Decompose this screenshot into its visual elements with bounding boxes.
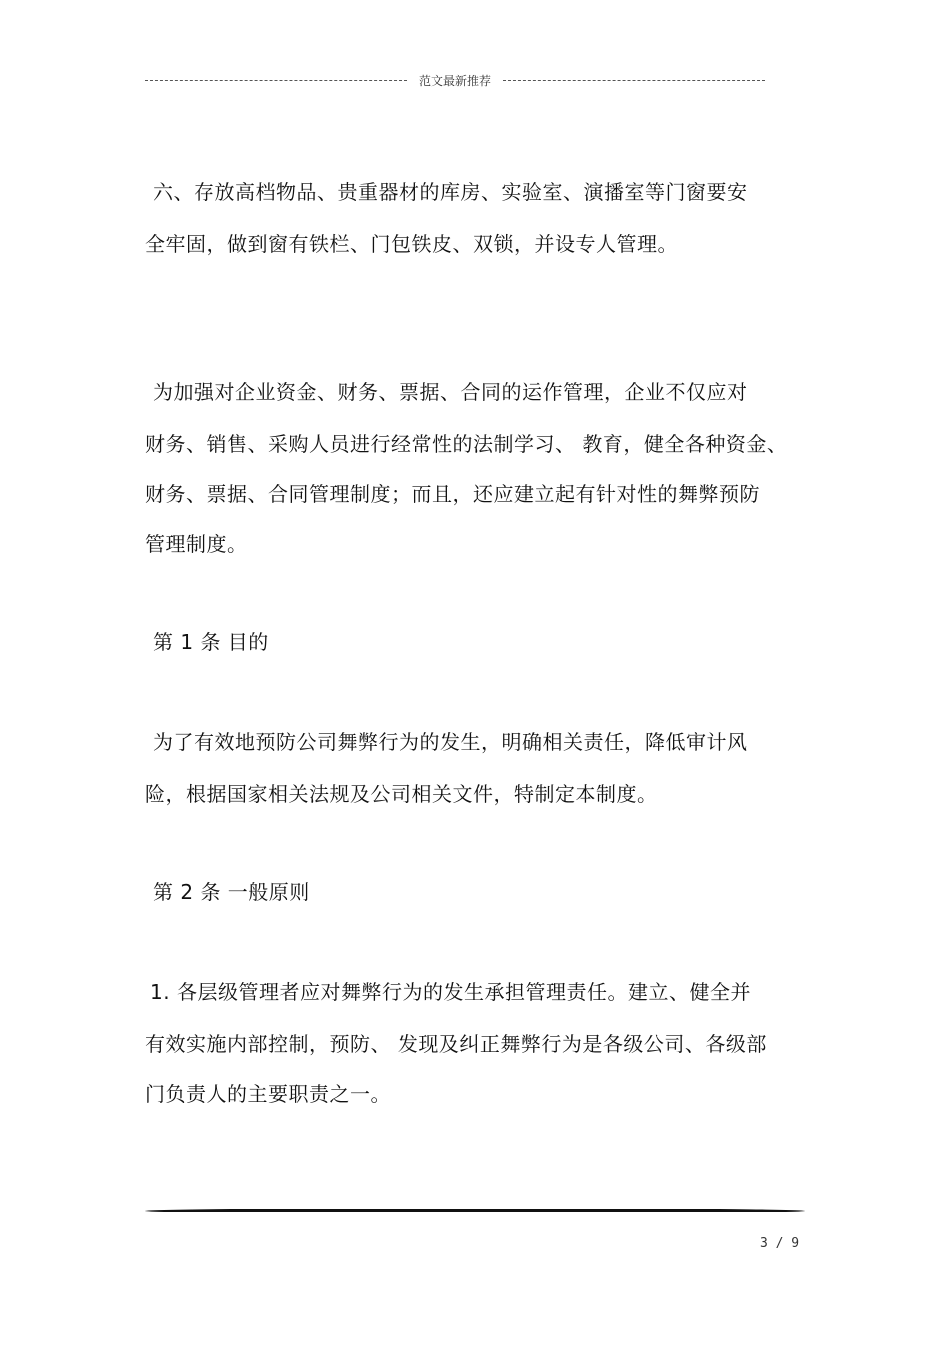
footer-rule [145, 1208, 805, 1214]
text-line: 为了有效地预防公司舞弊行为的发生，明确相关责任，降低审计风 [153, 730, 748, 754]
section-heading: 第 1 条 目的 [153, 630, 269, 654]
text-line: 六、存放高档物品、贵重器材的库房、实验室、演播室等门窗要安 [153, 180, 748, 204]
text-line: 全牢固，做到窗有铁栏、门包铁皮、双锁，并设专人管理。 [145, 232, 678, 256]
header-title: 范文最新推荐 [419, 73, 492, 88]
text-line: 险，根据国家相关法规及公司相关文件，特制定本制度。 [145, 782, 658, 806]
section-heading: 第 2 条 一般原则 [153, 880, 310, 904]
page-header [145, 70, 765, 90]
text-line: 门负责人的主要职责之一。 [145, 1082, 391, 1106]
header-dash-right [503, 80, 765, 81]
text-line: 有效实施内部控制，预防、 发现及纠正舞弊行为是各级公司、各级部 [145, 1032, 767, 1056]
text-line: 财务、票据、合同管理制度；而且，还应建立起有针对性的舞弊预防 [145, 482, 760, 506]
text-line: 财务、销售、采购人员进行经常性的法制学习、 教育，健全各种资金、 [145, 432, 788, 456]
text-line: 管理制度。 [145, 532, 248, 556]
text-line: 为加强对企业资金、财务、票据、合同的运作管理，企业不仅应对 [153, 380, 748, 404]
text-line: 1. 各层级管理者应对舞弊行为的发生承担管理责任。建立、健全并 [150, 980, 751, 1004]
page-number: 3 / 9 [760, 1236, 800, 1251]
header-dash-left [145, 80, 407, 81]
